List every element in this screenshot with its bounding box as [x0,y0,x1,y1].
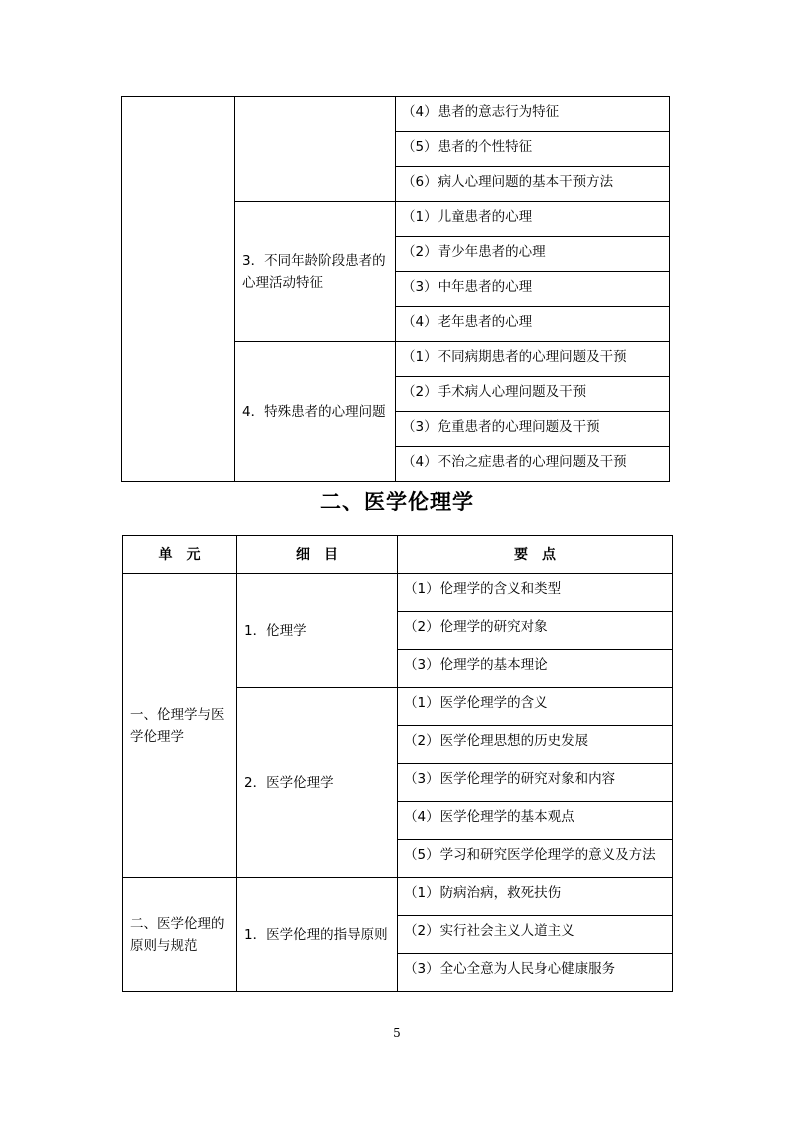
unit-principles: 二、医学伦理的原则与规范 [123,878,237,992]
key-point: （2）医学伦理思想的历史发展 [398,726,673,764]
key-point: （2）青少年患者的心理 [396,237,670,272]
subitem-special-patients: 4．特殊患者的心理问题 [235,342,396,482]
key-point: （3）中年患者的心理 [396,272,670,307]
key-point: （1）伦理学的含义和类型 [398,574,673,612]
key-point: （1）防病治病，救死扶伤 [398,878,673,916]
key-point: （3）全心全意为人民身心健康服务 [398,954,673,992]
medical-ethics-table [122,535,673,992]
subitem-guiding-principles: 1．医学伦理的指导原则 [237,878,398,992]
subitem-medical-ethics: 2．医学伦理学 [237,688,398,878]
key-point: （3）危重患者的心理问题及干预 [396,412,670,447]
key-point: （4）老年患者的心理 [396,307,670,342]
key-point: （4）不治之症患者的心理问题及干预 [396,447,670,482]
key-point: （2）手术病人心理问题及干预 [396,377,670,412]
key-point: （5）学习和研究医学伦理学的意义及方法 [398,840,673,878]
section-title: 二、医学伦理学 [320,489,474,514]
header-key-points: 要 点 [398,536,673,574]
key-point: （1）不同病期患者的心理问题及干预 [396,342,670,377]
unit-ethics: 一、伦理学与医学伦理学 [123,574,237,878]
subitem-cell-empty [235,97,396,202]
key-point: （2）伦理学的研究对象 [398,612,673,650]
key-point: （5）患者的个性特征 [396,132,670,167]
header-subitem: 细 目 [237,536,398,574]
key-point: （3）医学伦理学的研究对象和内容 [398,764,673,802]
continuation-table [121,96,670,482]
header-unit: 单 元 [123,536,237,574]
key-point: （4）医学伦理学的基本观点 [398,802,673,840]
subitem-age-stages: 3．不同年龄阶段患者的心理活动特征 [235,202,396,342]
key-point: （2）实行社会主义人道主义 [398,916,673,954]
unit-cell-empty [122,97,235,482]
subitem-ethics: 1．伦理学 [237,574,398,688]
key-point: （1）医学伦理学的含义 [398,688,673,726]
key-point: （4）患者的意志行为特征 [396,97,670,132]
key-point: （1）儿童患者的心理 [396,202,670,237]
key-point: （6）病人心理问题的基本干预方法 [396,167,670,202]
key-point: （3）伦理学的基本理论 [398,650,673,688]
page-number: 5 [393,1026,401,1040]
